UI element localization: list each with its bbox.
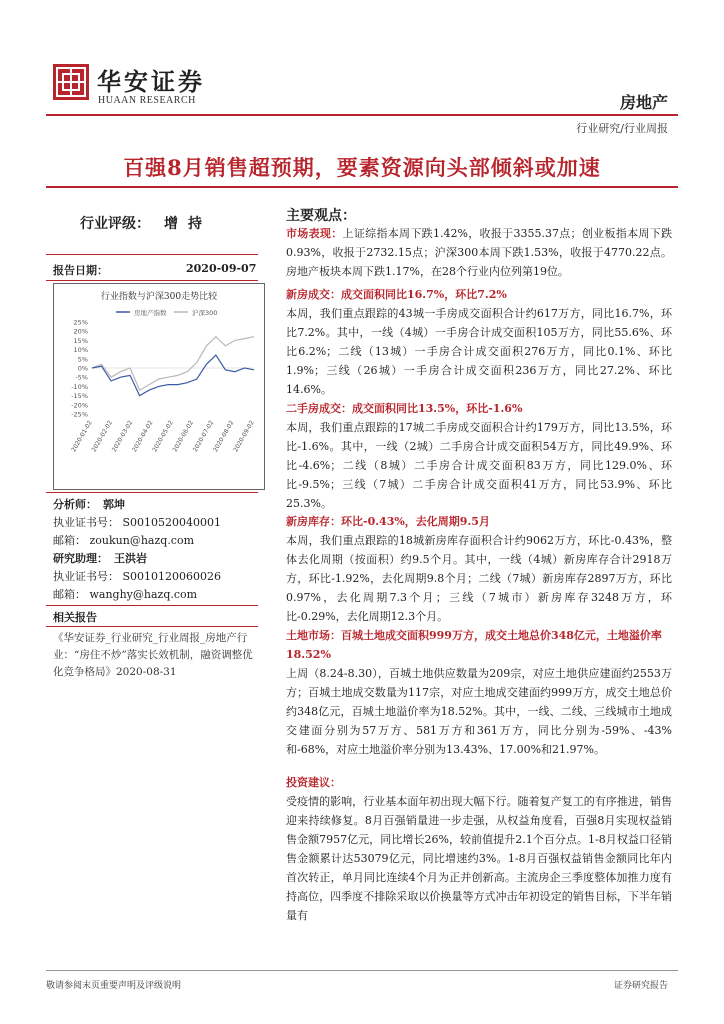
- related-report-item: 《华安证券_行业研究_行业周报_房地产行业：“房住不炒”落实长效机制，融资调整优化竞争格局》2020-08-31: [53, 632, 253, 678]
- x-tick-label: 2020-07-02: [191, 419, 216, 454]
- assistant: [53, 550, 147, 566]
- y-tick-label: 20%: [73, 327, 88, 336]
- y-tick-label: -5%: [75, 373, 88, 382]
- logo-text-en: HUAAN RESEARCH: [98, 95, 196, 106]
- section-head: 投资建议：: [286, 776, 341, 789]
- section-inventory: [286, 512, 672, 626]
- y-tick-label: 10%: [73, 346, 88, 355]
- left-divider: [46, 492, 258, 493]
- x-tick-label: 2020-06-02: [171, 419, 195, 454]
- x-tick-label: 2020-05-02: [151, 419, 175, 454]
- chart-svg: [54, 284, 264, 489]
- assistant-email: 邮箱： wanghy@hazq.com: [53, 588, 198, 601]
- left-divider: [46, 280, 258, 281]
- section-body: 受疫情的影响，行业基本面年初出现大幅下行。随着复产复工的有序推进，销售迎来持续修复。8月百强销量进一步走强，从权益角度看，百强8月实现权益销售金额7957亿元，同比增长26%，较前值提升2.1个百分点。1-8月权益口径销售金额累计达53079亿元，同比增速约3%。1-8月百强权益销售金额同比年内首次转正，单月同比连续4个月为正并创新高。主流房企三季度整体加推力度有持高位，四季度不排除采取以价换量等方式冲击年初设定的销售目标，下半年销量有: [286, 795, 672, 922]
- section-body: 上周（8.24-8.30），百城土地供应数量为209宗，对应土地供应建面约2553万方；百城土地成交数量为117宗，对应土地成交建面约999万方，成交土地总价约348亿元，百城土地溢价率为18.52%。其中，一线、二线、三线城市土地成交建面分别为57万方、581万方和361万方，同比分别为-59%、-43%和-68%，对应土地溢价率分别为13.43%、17.00%和21.97%。: [286, 667, 672, 756]
- sector-name: 房地产: [619, 93, 668, 112]
- y-tick-label: 15%: [73, 336, 88, 345]
- x-tick-label: 2020-08-02: [211, 419, 236, 454]
- analyst: [53, 496, 125, 512]
- legend-label: 房地产指数: [134, 309, 167, 317]
- legend-label: 沪深300: [192, 309, 218, 317]
- x-tick-label: 2020-04-02: [130, 419, 155, 454]
- rating-value: 增持: [164, 216, 212, 232]
- section-body: 上证综指本周下跌1.42%，收报于3355.37点；创业板指本周下跌0.93%，收报于2732.15点；沪深300本周下跌1.53%，收报于4770.22点。房地产板块本周下跌1.17%，在28个行业内位列第19位。: [286, 227, 672, 278]
- key-points-title: 主要观点：: [286, 208, 356, 224]
- section-second-hand: [286, 399, 672, 513]
- series-line: [92, 337, 254, 390]
- analyst-name: 郭坤: [103, 498, 125, 511]
- chart-title: 行业指数与沪深300走势比较: [100, 292, 218, 302]
- assistant-cert: 执业证书号： S0010120060026: [53, 570, 222, 583]
- assistant-label: 研究助理：: [53, 552, 108, 565]
- index-comparison-chart: [53, 283, 265, 490]
- footer-label: 证券研究报告: [613, 981, 668, 991]
- x-tick-label: 2020-09-02: [232, 419, 256, 454]
- section-market: [286, 224, 672, 281]
- x-tick-label: 2020-01-02: [70, 419, 94, 454]
- footer-disclaimer: 敬请参阅末页重要声明及评级说明: [46, 981, 182, 991]
- analyst-email: 邮箱： zoukun@hazq.com: [53, 534, 195, 547]
- y-tick-label: -10%: [71, 382, 88, 391]
- x-tick-label: 2020-03-02: [110, 419, 135, 454]
- section-body: 本周，我们重点跟踪的17城二手房成交面积合计约179万方，同比13.5%，环比-1.6%。其中，一线（2城）二手房合计成交面积54万方，同比49.9%、环比-4.6%；二线（8城）二手房合计成交面积83万方，同比129.0%、环比-9.5%；三线（7城）二手房合计成交面积41万方，同比53.9%、环比25.3%。: [286, 421, 672, 510]
- report-title: 百强8月销售超预期，要素资源向头部倾斜或加速: [123, 155, 601, 180]
- y-tick-label: -25%: [71, 410, 88, 419]
- logo-text-cn: 华安证券: [97, 67, 205, 96]
- section-land: [286, 626, 672, 759]
- logo-mark: [53, 64, 89, 100]
- related-reports-title: 相关报告: [53, 611, 97, 624]
- y-tick-label: -15%: [71, 392, 88, 401]
- report-type: 行业研究/行业周报: [576, 122, 668, 135]
- header-divider: [46, 114, 678, 116]
- section-head: 土地市场：百城土地成交面积999万方，成交土地总价348亿元，土地溢价率18.52%: [286, 629, 662, 661]
- report-date-label: 报告日期：: [53, 264, 108, 277]
- left-divider: [46, 605, 258, 606]
- x-tick-label: 2020-02-02: [90, 419, 114, 454]
- left-divider: [46, 626, 258, 627]
- left-divider: [46, 254, 258, 255]
- section-body: 本周，我们重点跟踪的43城一手房成交面积合计约617万方，同比16.7%，环比7.2%。其中，一线（4城）一手房合计成交面积105万方，同比55.6%、环比6.2%；二线（13城）一手房合计成交面积276万方，同比0.1%、环比1.9%；三线（26城）一手房合计成交面积236万方，同比27.2%、环比14.6%。: [286, 307, 672, 396]
- section-investment: [286, 773, 672, 925]
- section-body: 本周，我们重点跟踪的18城新房库存面积合计约9062万方，环比-0.43%，整体去化周期（按面积）约9.5个月。其中，一线（4城）新房库存合计2918万方，环比-1.92%，去化周期9.8个月；二线（7城）新房库存2897万方，环比0.97%，去化周期7.3个月；三线（7城市）新房库存3248万方，环比-0.29%，去化周期12.3个月。: [286, 534, 672, 623]
- analyst-label: 分析师：: [53, 498, 97, 511]
- section-head: 市场表现：: [286, 227, 343, 240]
- rating-label: 行业评级：: [80, 216, 150, 232]
- assistant-name: 王洪岩: [114, 552, 147, 565]
- section-head: 二手房成交：成交面积同比13.5%，环比-1.6%: [286, 402, 523, 415]
- y-tick-label: 25%: [73, 318, 88, 327]
- report-date: 2020-09-07: [186, 262, 257, 275]
- footer-divider: [46, 970, 678, 971]
- section-new-home: [286, 285, 672, 399]
- section-head: 新房库存：环比-0.43%，去化周期9.5月: [286, 515, 490, 528]
- analyst-cert: 执业证书号： S0010520040001: [53, 516, 222, 529]
- title-divider: [46, 186, 678, 188]
- y-tick-label: 0%: [77, 364, 88, 373]
- industry-rating: [80, 213, 212, 233]
- section-head: 新房成交：成交面积同比16.7%，环比7.2%: [286, 288, 507, 301]
- series-line: [92, 355, 254, 396]
- y-tick-label: -20%: [71, 401, 88, 410]
- y-tick-label: 5%: [77, 355, 88, 364]
